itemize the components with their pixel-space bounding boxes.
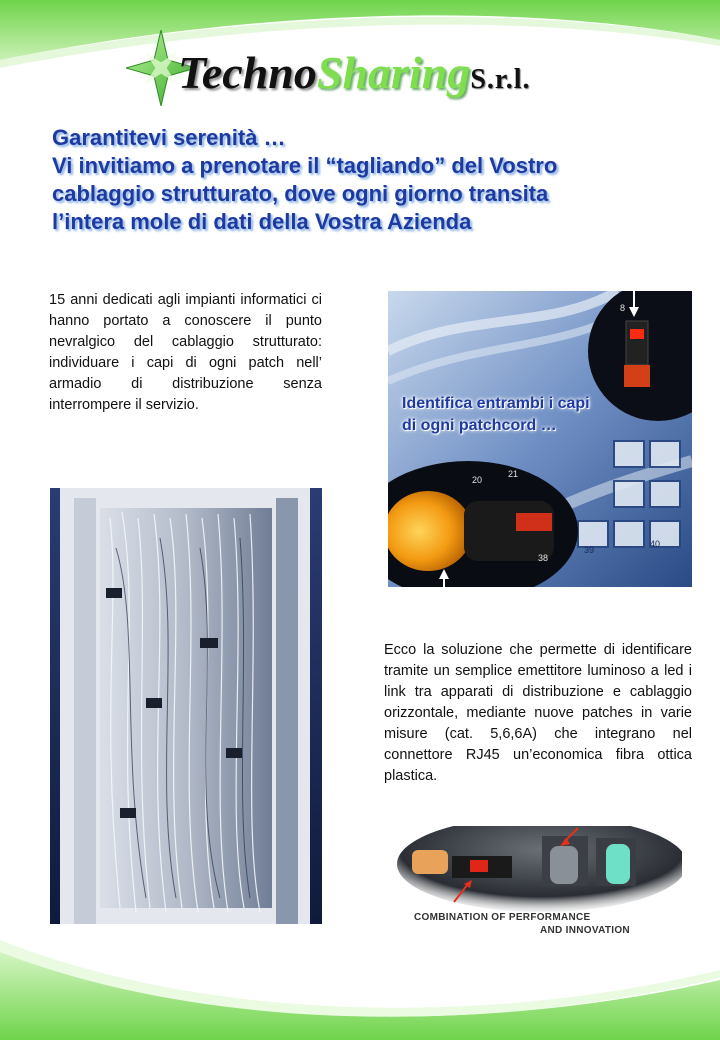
server-rack-illustration (50, 488, 322, 924)
logo-sharing: Sharing (316, 47, 471, 98)
logo-techno: Techno (178, 47, 317, 98)
panel-caption-line-1: Identifica entrambi i capi (402, 395, 590, 412)
port-number-21: 21 (508, 469, 519, 479)
headline (52, 124, 644, 236)
panel-caption (402, 393, 590, 437)
server-rack-photo (50, 488, 322, 924)
logo-wordmark (178, 46, 531, 99)
logo-srl: S.r.l. (470, 64, 531, 95)
port-number-38: 38 (538, 553, 549, 563)
port-number-40: 40 (650, 539, 661, 549)
bottom-green-swoosh (0, 940, 720, 1040)
combo-caption-line-1: COMBINATION OF PERFORMANCE (414, 912, 591, 923)
panel-caption-line-2: di ogni patchcord … (402, 417, 557, 434)
combo-caption-line-2: AND INNOVATION (540, 925, 630, 936)
headline-line-4: l’intera mole di dati della Vostra Azienda (52, 209, 472, 234)
solution-paragraph: Ecco la soluzione che permette di identificare tramite un semplice emettitore luminoso a led i link tra apparati di distribuzione e cablaggio orizzontale, mediante nuove patches in varie misure (cat. 5,6,6A) che integrano nel connettore RJ45 un’economica fibra ottica plastica. (384, 642, 692, 784)
headline-line-3: cablaggio strutturato, dove ogni giorno transita (52, 181, 549, 206)
port-number-39: 39 (584, 545, 595, 555)
company-logo (120, 28, 620, 113)
port-number-20: 20 (472, 475, 483, 485)
intro-paragraph: 15 anni dedicati agli impianti informatici ci hanno portato a conoscere il punto nevralgico del cablaggio strutturato: individuare i capi di ogni patch nell’ armadio di distribuzione senza interrompere il servizio. (49, 292, 322, 413)
headline-line-2: Vi invitiamo a prenotare il “tagliando” del Vostro (52, 153, 558, 178)
patch-panel-illustration (388, 291, 692, 587)
port-number-8: 8 (620, 303, 626, 313)
combination-banner (392, 826, 682, 936)
patch-panel-photo (388, 291, 692, 587)
headline-line-1: Garantitevi serenità … (52, 125, 286, 150)
